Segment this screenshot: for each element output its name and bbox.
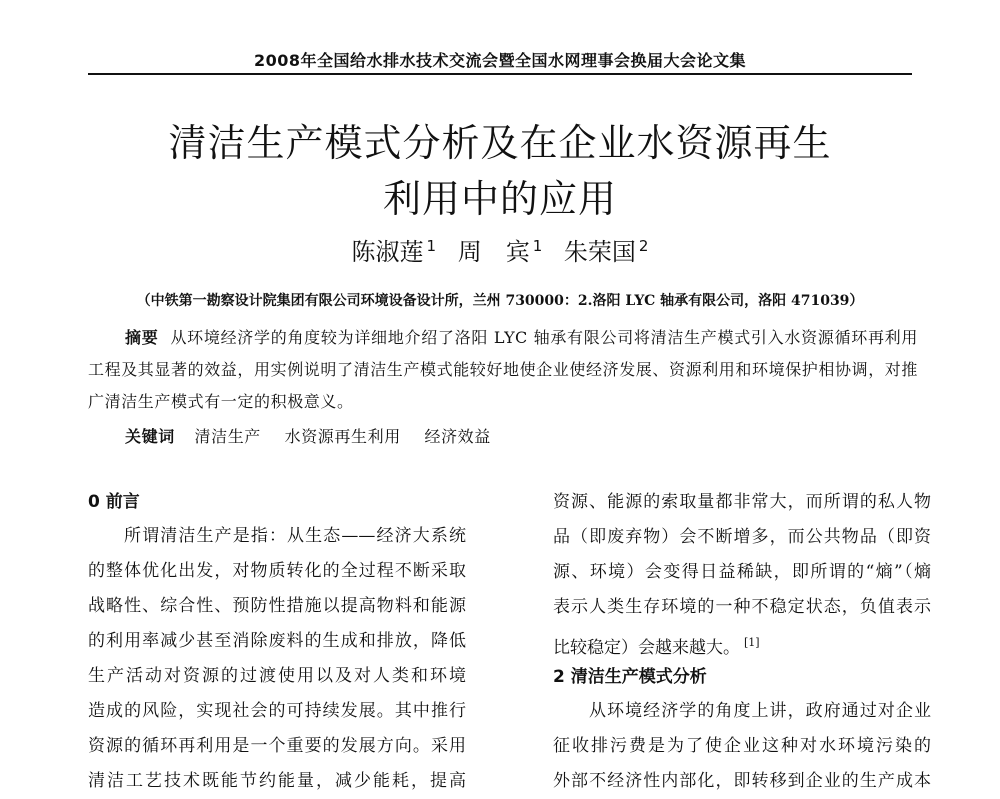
- author-list: [0, 232, 1000, 267]
- left-column: [88, 485, 466, 799]
- body-line: 表示人类生存环境的一种不稳定状态，负值表示: [553, 597, 931, 617]
- body-line: 生产活动对资源的过渡使用以及对人类和环境: [88, 666, 466, 686]
- author-name: 陈淑莲: [351, 238, 424, 266]
- body-line: 造成的风险，实现社会的可持续发展。其中推行: [88, 701, 466, 721]
- body-line: [553, 625, 931, 660]
- citation-mark: [1]: [744, 636, 760, 649]
- header-rule: [88, 73, 912, 75]
- body-line-text: 比较稳定）会越来越大。: [553, 638, 740, 658]
- body-line: 战略性、综合性、预防性措施以提高物料和能源: [88, 596, 466, 616]
- author-name: 周 宾: [457, 238, 530, 266]
- body-line: 的利用率减少甚至消除废料的生成和排放，降低: [88, 631, 466, 651]
- affiliation: （中铁第一勘察设计院集团有限公司环境设备设计所，兰州 730000：2.洛阳 LYC 轴承有限公司，洛阳 471039）: [136, 293, 864, 309]
- abstract: [88, 322, 918, 418]
- affiliation-mark: 1: [426, 237, 437, 255]
- keyword: 经济效益: [424, 427, 491, 446]
- body-line: 征收排污费是为了使企业这种对水环境污染的: [553, 736, 931, 756]
- body-line: 从环境经济学的角度上讲，政府通过对企业: [589, 701, 931, 721]
- author-name: 朱荣国: [563, 238, 636, 266]
- abstract-label: 摘要: [125, 328, 159, 347]
- body-line: 资源的循环再利用是一个重要的发展方向。采用: [88, 736, 466, 756]
- keyword: 水资源再生利用: [284, 427, 401, 446]
- body-line: 品（即废弃物）会不断增多，而公共物品（即资: [553, 527, 931, 547]
- author-1: [352, 238, 451, 266]
- body-line: 资源、能源的索取量都非常大，而所谓的私人物: [553, 492, 931, 512]
- body-line: 所谓清洁生产是指：从生态——经济大系统: [124, 526, 466, 546]
- body-line: 源、环境）会变得日益稀缺，即所谓的“熵”（熵: [553, 562, 931, 582]
- running-header: 2008年全国给水排水技术交流会暨全国水网理事会换届大会论文集: [253, 51, 747, 70]
- affiliation-mark: 1: [532, 237, 543, 255]
- section-heading-intro: 0 前言: [88, 492, 140, 512]
- author-3: [564, 238, 649, 266]
- paper-title-line-1: 清洁生产模式分析及在企业水资源再生: [168, 121, 832, 165]
- right-column: [553, 485, 931, 799]
- keywords-label: 关键词: [125, 427, 175, 446]
- affiliation-mark: 2: [638, 237, 649, 255]
- keyword: 清洁生产: [194, 427, 261, 446]
- body-line: 外部不经济性内部化，即转移到企业的生产成本: [553, 771, 931, 791]
- body-line: 清洁工艺技术既能节约能量，减少能耗，提高: [88, 771, 466, 791]
- abstract-text: 从环境经济学的角度较为详细地介绍了洛阳 LYC 轴承有限公司将清洁生产模式引入水资源循环再利用工程及其显著的效益，用实例说明了清洁生产模式能较好地使企业使经济发展、资源利用和环境保护相协调，对推广清洁生产模式有一定的积极意义。: [88, 328, 919, 411]
- section-heading-analysis: 2 清洁生产模式分析: [553, 667, 707, 687]
- keywords: [125, 424, 509, 447]
- body-line: 的整体优化出发，对物质转化的全过程不断采取: [88, 561, 466, 581]
- paper-title-line-2: 利用中的应用: [382, 177, 617, 221]
- author-2: [458, 238, 557, 266]
